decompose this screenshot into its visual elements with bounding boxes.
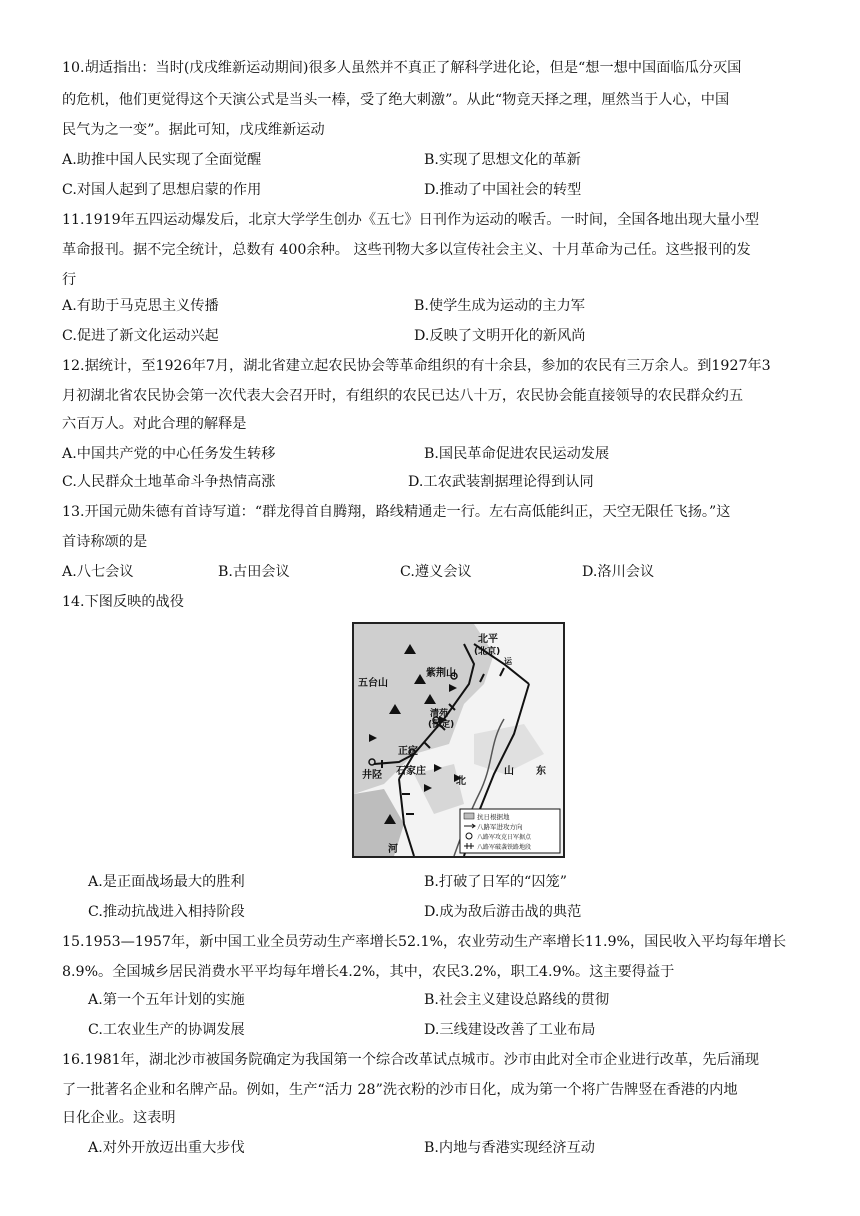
q14-option-a[interactable]: A.是正面战场最大的胜利 [88, 874, 245, 890]
q13-option-a[interactable]: A.八七会议 [62, 564, 134, 580]
legend-label-stronghold: 八路军攻克日军据点 [477, 834, 532, 841]
q10-option-b[interactable]: B.实现了思想文化的革新 [424, 152, 581, 168]
legend-label-railway: 八路军破袭铁路地段 [477, 844, 532, 851]
map-label-jingxing: 井陉 [362, 770, 382, 781]
q10-option-d[interactable]: D.推动了中国社会的转型 [424, 182, 582, 198]
q16-option-a[interactable]: A.对外开放迈出重大步伐 [88, 1140, 245, 1156]
battle-map [352, 622, 565, 858]
q15-line-2: 8.9%。全国城乡居民消费水平平均每年增长4.2%，其中，农民3.2%，职工4.9%。这主要得益于 [62, 964, 675, 980]
q16-line-3: 日化企业。这表明 [62, 1110, 176, 1126]
q11-line-2: 革命报刊。据不完全统计，总数有 400余种。 这些刊物大多以宣传社会主义、十月革命为己任。这些报刊的发 [62, 242, 751, 258]
q16-line-2: 了一批著名企业和名牌产品。例如，生产“活力 28”洗衣粉的沙市日化，成为第一个将广告牌竖在香港的内地 [62, 1082, 738, 1098]
q10-line-1: 10.胡适指出：当时(戊戌维新运动期间)很多人虽然并不真正了解科学进化论，但是“想一想中国面临瓜分灭国 [62, 60, 742, 76]
q11-line-3: 行 [62, 272, 77, 288]
q12-option-c[interactable]: C.人民群众土地革命斗争热情高涨 [62, 474, 276, 490]
q12-option-d[interactable]: D.工农武装割据理论得到认同 [408, 474, 594, 490]
q15-option-a[interactable]: A.第一个五年计划的实施 [88, 992, 245, 1008]
q13-option-c[interactable]: C.遵义会议 [400, 564, 472, 580]
q12-option-a[interactable]: A.中国共产党的中心任务发生转移 [62, 446, 276, 462]
map-label-he: 河 [388, 844, 398, 855]
q11-line-1: 11.1919年五四运动爆发后，北京大学学生创办《五七》日刊作为运动的喉舌。一时间，全国各地出现大量小型 [62, 212, 760, 228]
map-label-dong: 东 [536, 766, 546, 777]
legend-swatch-base [464, 813, 474, 819]
q14-option-c[interactable]: C.推动抗战进入相持阶段 [88, 904, 245, 920]
q11-option-c[interactable]: C.促进了新文化运动兴起 [62, 328, 219, 344]
q11-option-a[interactable]: A.有助于马克思主义传播 [62, 298, 219, 314]
q12-line-3: 六百万人。对此合理的解释是 [62, 416, 247, 432]
map-label-wutaishan: 五台山 [358, 678, 388, 689]
q16-option-b[interactable]: B.内地与香港实现经济互动 [424, 1140, 595, 1156]
q12-option-b[interactable]: B.国民革命促进农民运动发展 [424, 446, 610, 462]
q13-line-1: 13.开国元勋朱德有首诗写道：“群龙得首自腾翔，路线精通走一行。左右高低能纠正，天空无限任飞扬。”这 [62, 504, 731, 520]
q12-line-1: 12.据统计，至1926年7月，湖北省建立起农民协会等革命组织的有十余县，参加的农民有三万余人。到1927年3 [62, 358, 771, 374]
q15-option-d[interactable]: D.三线建设改善了工业布局 [424, 1022, 596, 1038]
q15-line-1: 15.1953—1957年，新中国工业全员劳动生产率增长52.1%，农业劳动生产率增长11.9%，国民收入平均每年增长 [62, 934, 787, 950]
map-label-zijingshan: 紫荆山 [426, 668, 456, 679]
legend-label-base: 抗日根据地 [477, 813, 510, 821]
map-label-shan: 山 [504, 766, 514, 777]
q10-line-2: 的危机，他们更觉得这个天演公式是当头一棒，受了绝大刺激”。从此“物竞天择之理，厘然当于人心，中国 [62, 92, 730, 108]
map-label-shijiazhuang: 石家庄 [396, 766, 426, 777]
q13-option-d[interactable]: D.洛川会议 [582, 564, 655, 580]
railway-south [399, 779, 414, 856]
legend-label-arrow: 八路军进攻方向 [477, 823, 523, 831]
battle-map-svg [354, 624, 563, 856]
q12-line-2: 月初湖北省农民协会第一次代表大会召开时，有组织的农民已达八十万，农民协会能直接领导的农民群众约五 [62, 388, 744, 404]
q11-option-b[interactable]: B.使学生成为运动的主力军 [414, 298, 585, 314]
q14-option-b[interactable]: B.打破了日军的“囚笼” [424, 874, 567, 890]
map-label-yun: 运 [504, 657, 512, 666]
q14-line-1: 14.下图反映的战役 [62, 594, 184, 610]
q16-line-1: 16.1981年，湖北沙市被国务院确定为我国第一个综合改革试点城市。沙市由此对全市企业进行改革，先后涌现 [62, 1052, 760, 1068]
q13-line-2: 首诗称颂的是 [62, 534, 148, 550]
q13-option-b[interactable]: B.古田会议 [218, 564, 290, 580]
map-label-qingyuan: 清苑 [430, 709, 449, 719]
map-label-beiping: 北平 [478, 634, 498, 645]
q11-option-d[interactable]: D.反映了文明开化的新风尚 [414, 328, 586, 344]
q14-option-d[interactable]: D.成为敌后游击战的典范 [424, 904, 582, 920]
map-label-bei: 北 [456, 776, 466, 787]
q10-line-3: 民气为之一变”。据此可知，戊戌维新运动 [62, 122, 325, 138]
q10-option-a[interactable]: A.助推中国人民实现了全面觉醒 [62, 152, 262, 168]
map-label-baoding: (保定) [428, 720, 455, 730]
q15-option-b[interactable]: B.社会主义建设总路线的贯彻 [424, 992, 610, 1008]
map-label-beijing: (北京) [474, 647, 501, 657]
q10-option-c[interactable]: C.对国人起到了思想启蒙的作用 [62, 182, 262, 198]
map-label-zhengding: 正定 [398, 746, 418, 757]
q15-option-c[interactable]: C.工农业生产的协调发展 [88, 1022, 245, 1038]
